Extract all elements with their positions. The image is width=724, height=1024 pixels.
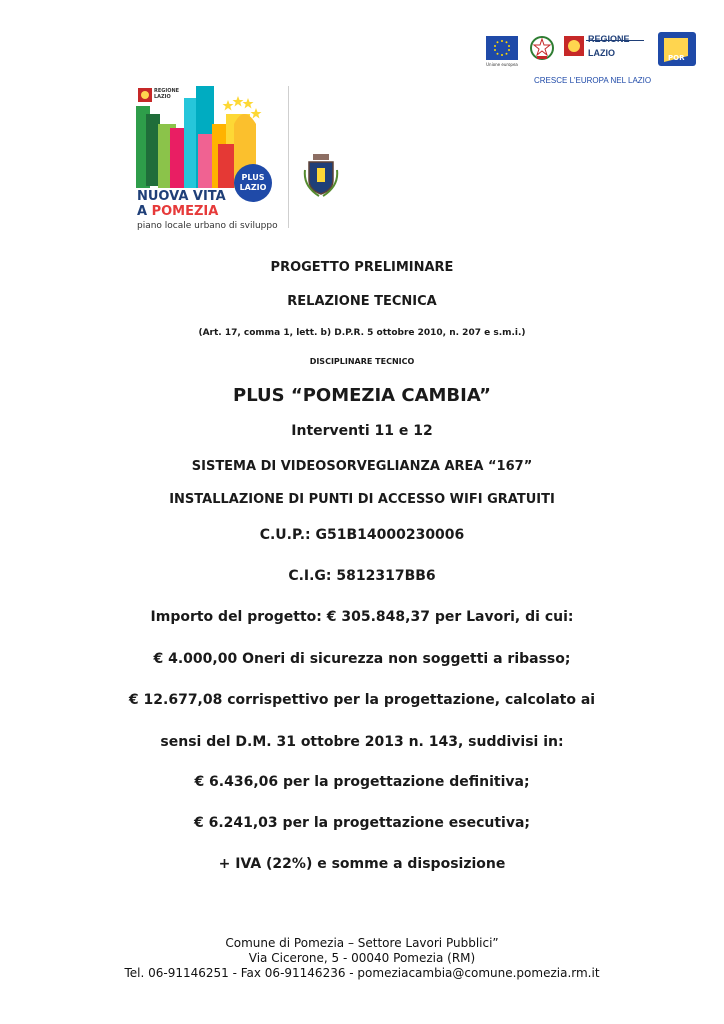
tagline: CRESCE L'EUROPA NEL LAZIO	[534, 76, 652, 85]
logo-title-line1: NUOVA VITA	[137, 189, 226, 204]
heading-disciplinare: DISCIPLINARE TECNICO	[309, 357, 415, 366]
logo-title-city: POMEZIA	[151, 204, 219, 219]
corrispettivo-line: € 12.677,08 corrispettivo per la progettazione, calcolato ai	[128, 692, 596, 708]
small-lazio-label: LAZIO	[154, 94, 171, 100]
definitiva-line: € 6.436,06 per la progettazione definitiva;	[194, 774, 530, 790]
logo-divider	[288, 86, 289, 228]
heading-progetto: PROGETTO PRELIMINARE	[270, 260, 454, 275]
sensi-line: sensi del D.M. 31 ottobre 2013 n. 143, suddivisi in:	[160, 734, 564, 750]
cup-line: C.U.P.: G51B14000230006	[259, 527, 465, 543]
footer-address: Via Cicerone, 5 - 00040 Pomezia (RM)	[248, 951, 476, 965]
italian-emblem-icon	[530, 34, 554, 62]
small-regione-label: REGIONE	[154, 88, 180, 94]
document-title: PLUS “POMEZIA CAMBIA”	[233, 385, 491, 406]
footer-contacts: Tel. 06-91146251 - Fax 06-91146236 - pomeziacambia@comune.pomezia.rm.it	[124, 966, 600, 980]
por-label: POR	[668, 54, 685, 62]
lazio-badge-label: LAZIO	[239, 183, 267, 192]
eu-flag-logo	[486, 36, 518, 60]
eu-caption: Unione europea	[486, 62, 518, 67]
iva-line: + IVA (22%) e somme a disposizione	[218, 856, 506, 872]
regione-label: REGIONE	[588, 34, 630, 44]
interventi-line: Interventi 11 e 12	[291, 423, 433, 439]
pomezia-coat-of-arms-icon	[303, 152, 339, 198]
legal-reference: (Art. 17, comma 1, lett. b) D.P.R. 5 ottobre 2010, n. 207 e s.m.i.)	[198, 328, 526, 338]
importo-line: Importo del progetto: € 305.848,37 per Lavori, di cui:	[150, 609, 574, 625]
regione-lazio-logo	[564, 34, 646, 60]
plus-label: PLUS	[241, 173, 265, 182]
logo-title-prefix: A	[137, 204, 152, 219]
heading-relazione: RELAZIONE TECNICA	[287, 294, 437, 309]
esecutiva-line: € 6.241,03 per la progettazione esecutiva;	[193, 815, 531, 831]
installazione-line: INSTALLAZIONE DI PUNTI DI ACCESSO WIFI GRATUITI	[169, 492, 555, 507]
plus-lazio-badge	[234, 164, 272, 202]
cig-line: C.I.G: 5812317BB6	[288, 568, 436, 584]
logo-subtitle: piano locale urbano di sviluppo	[137, 221, 278, 231]
por-logo	[658, 32, 696, 66]
sistema-line: SISTEMA DI VIDEOSORVEGLIANZA AREA “167”	[191, 459, 533, 474]
logo-title-line2	[137, 205, 218, 219]
lazio-label: LAZIO	[588, 48, 615, 58]
footer-line1: Comune di Pomezia – Settore Lavori Pubblici”	[225, 936, 499, 950]
oneri-line: € 4.000,00 Oneri di sicurezza non soggetti a ribasso;	[153, 651, 571, 667]
